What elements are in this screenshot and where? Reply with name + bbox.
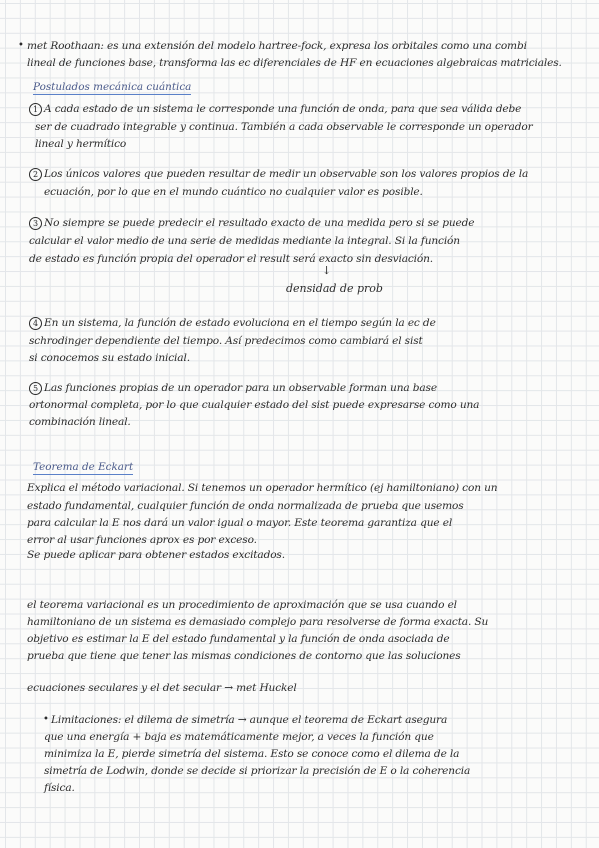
limitaciones-line-4: simetría de Lodwin, donde se decide si priorizar la precisión de E o la coherencia	[44, 765, 471, 777]
postulado-4-line-2: schrodinger dependiente del tiempo. Así predecimos como cambiará el sist	[29, 335, 423, 347]
eckart-line-3: para calcular la E nos dará un valor igual o mayor. Este teorema garantiza que el	[27, 517, 453, 529]
seculares-line: ecuaciones seculares y el det secular → met Huckel	[27, 682, 297, 694]
variacional-line-2: hamiltoniano de un sistema es demasiado complejo para resolverse de forma exacta. Su	[27, 616, 489, 628]
variacional-line-1: el teorema variacional es un procedimiento de aproximación que se usa cuando el	[27, 599, 457, 611]
intro-line-1: met Roothaan: es una extensión del modelo hartree-fock, expresa los orbitales como una combi	[27, 40, 527, 52]
postulado-4-line-1: 4 En un sistema, la función de estado evoluciona en el tiempo según la ec de	[29, 316, 436, 330]
limitaciones-line-5: física.	[44, 782, 75, 794]
eckart-line-5: Se puede aplicar para obtener estados excitados.	[27, 549, 285, 561]
limitaciones-line-2: que una energía + baja es matemáticamente mejor, a veces la función que	[44, 731, 434, 743]
down-arrow-icon: ↓	[322, 264, 332, 277]
postulado-2-line-2: ecuación, por lo que en el mundo cuántico no cualquier valor es posible.	[44, 186, 423, 198]
circled-number-5: 5	[29, 382, 42, 395]
circled-number-2: 2	[29, 168, 42, 181]
postulado-1-line-1: 1 A cada estado de un sistema le corresponde una función de onda, para que sea válida debe	[29, 102, 521, 116]
variacional-line-4: prueba que tiene que tener las mismas condiciones de contorno que las soluciones	[27, 650, 461, 662]
postulado-4-line-3: si conocemos su estado inicial.	[29, 352, 190, 364]
intro-line-2: lineal de funciones base, transforma las ec diferenciales de HF en ecuaciones algebraicas matriciales.	[27, 57, 562, 69]
postulado-5-line-2: ortonormal completa, por lo que cualquier estado del sist puede expresarse como una	[29, 399, 480, 411]
variacional-line-3: objetivo es estimar la E del estado fundamental y la función de onda asociada de	[27, 633, 450, 645]
intro-bullet: •	[18, 40, 24, 51]
circled-number-1: 1	[29, 103, 42, 116]
postulados-heading: Postulados mecánica cuántica	[33, 81, 192, 93]
eckart-line-1: Explica el método variacional. Si tenemos un operador hermítico (ej hamiltoniano) con un	[27, 482, 498, 494]
postulado-1-line-2: ser de cuadrado integrable y continua. También a cada observable le corresponde un operador	[35, 121, 533, 133]
postulado-5-line-3: combinación lineal.	[29, 416, 131, 428]
postulado-5-line-1: 5 Las funciones propias de un operador para un observable forman una base	[29, 381, 437, 395]
postulado-3-line-3: de estado es función propia del operador el result será exacto sin desviación.	[29, 253, 433, 265]
postulado-1-line-3: lineal y hermítico	[35, 138, 127, 150]
limitaciones-bullet: •	[43, 714, 49, 725]
eckart-heading: Teorema de Eckart	[33, 461, 134, 473]
circled-number-3: 3	[29, 217, 42, 230]
circled-number-4: 4	[29, 317, 42, 330]
postulado-3-line-2: calcular el valor medio de una serie de medidas mediante la integral. Si la función	[29, 235, 460, 247]
eckart-line-4: error al usar funciones aprox es por exceso.	[27, 534, 257, 546]
limitaciones-line-1: Limitaciones: el dilema de simetría → aunque el teorema de Eckart asegura	[51, 714, 448, 726]
postulado-3-line-1: 3 No siempre se puede predecir el resultado exacto de una medida pero si se puede	[29, 216, 474, 230]
density-label: densidad de prob	[286, 282, 383, 295]
eckart-line-2: estado fundamental, cualquier función de onda normalizada de prueba que usemos	[27, 500, 464, 512]
postulado-2-line-1: 2 Los únicos valores que pueden resultar de medir un observable son los valores propios de la	[29, 167, 528, 181]
limitaciones-line-3: minimiza la E, pierde simetría del sistema. Esto se conoce como el dilema de la	[44, 748, 460, 760]
